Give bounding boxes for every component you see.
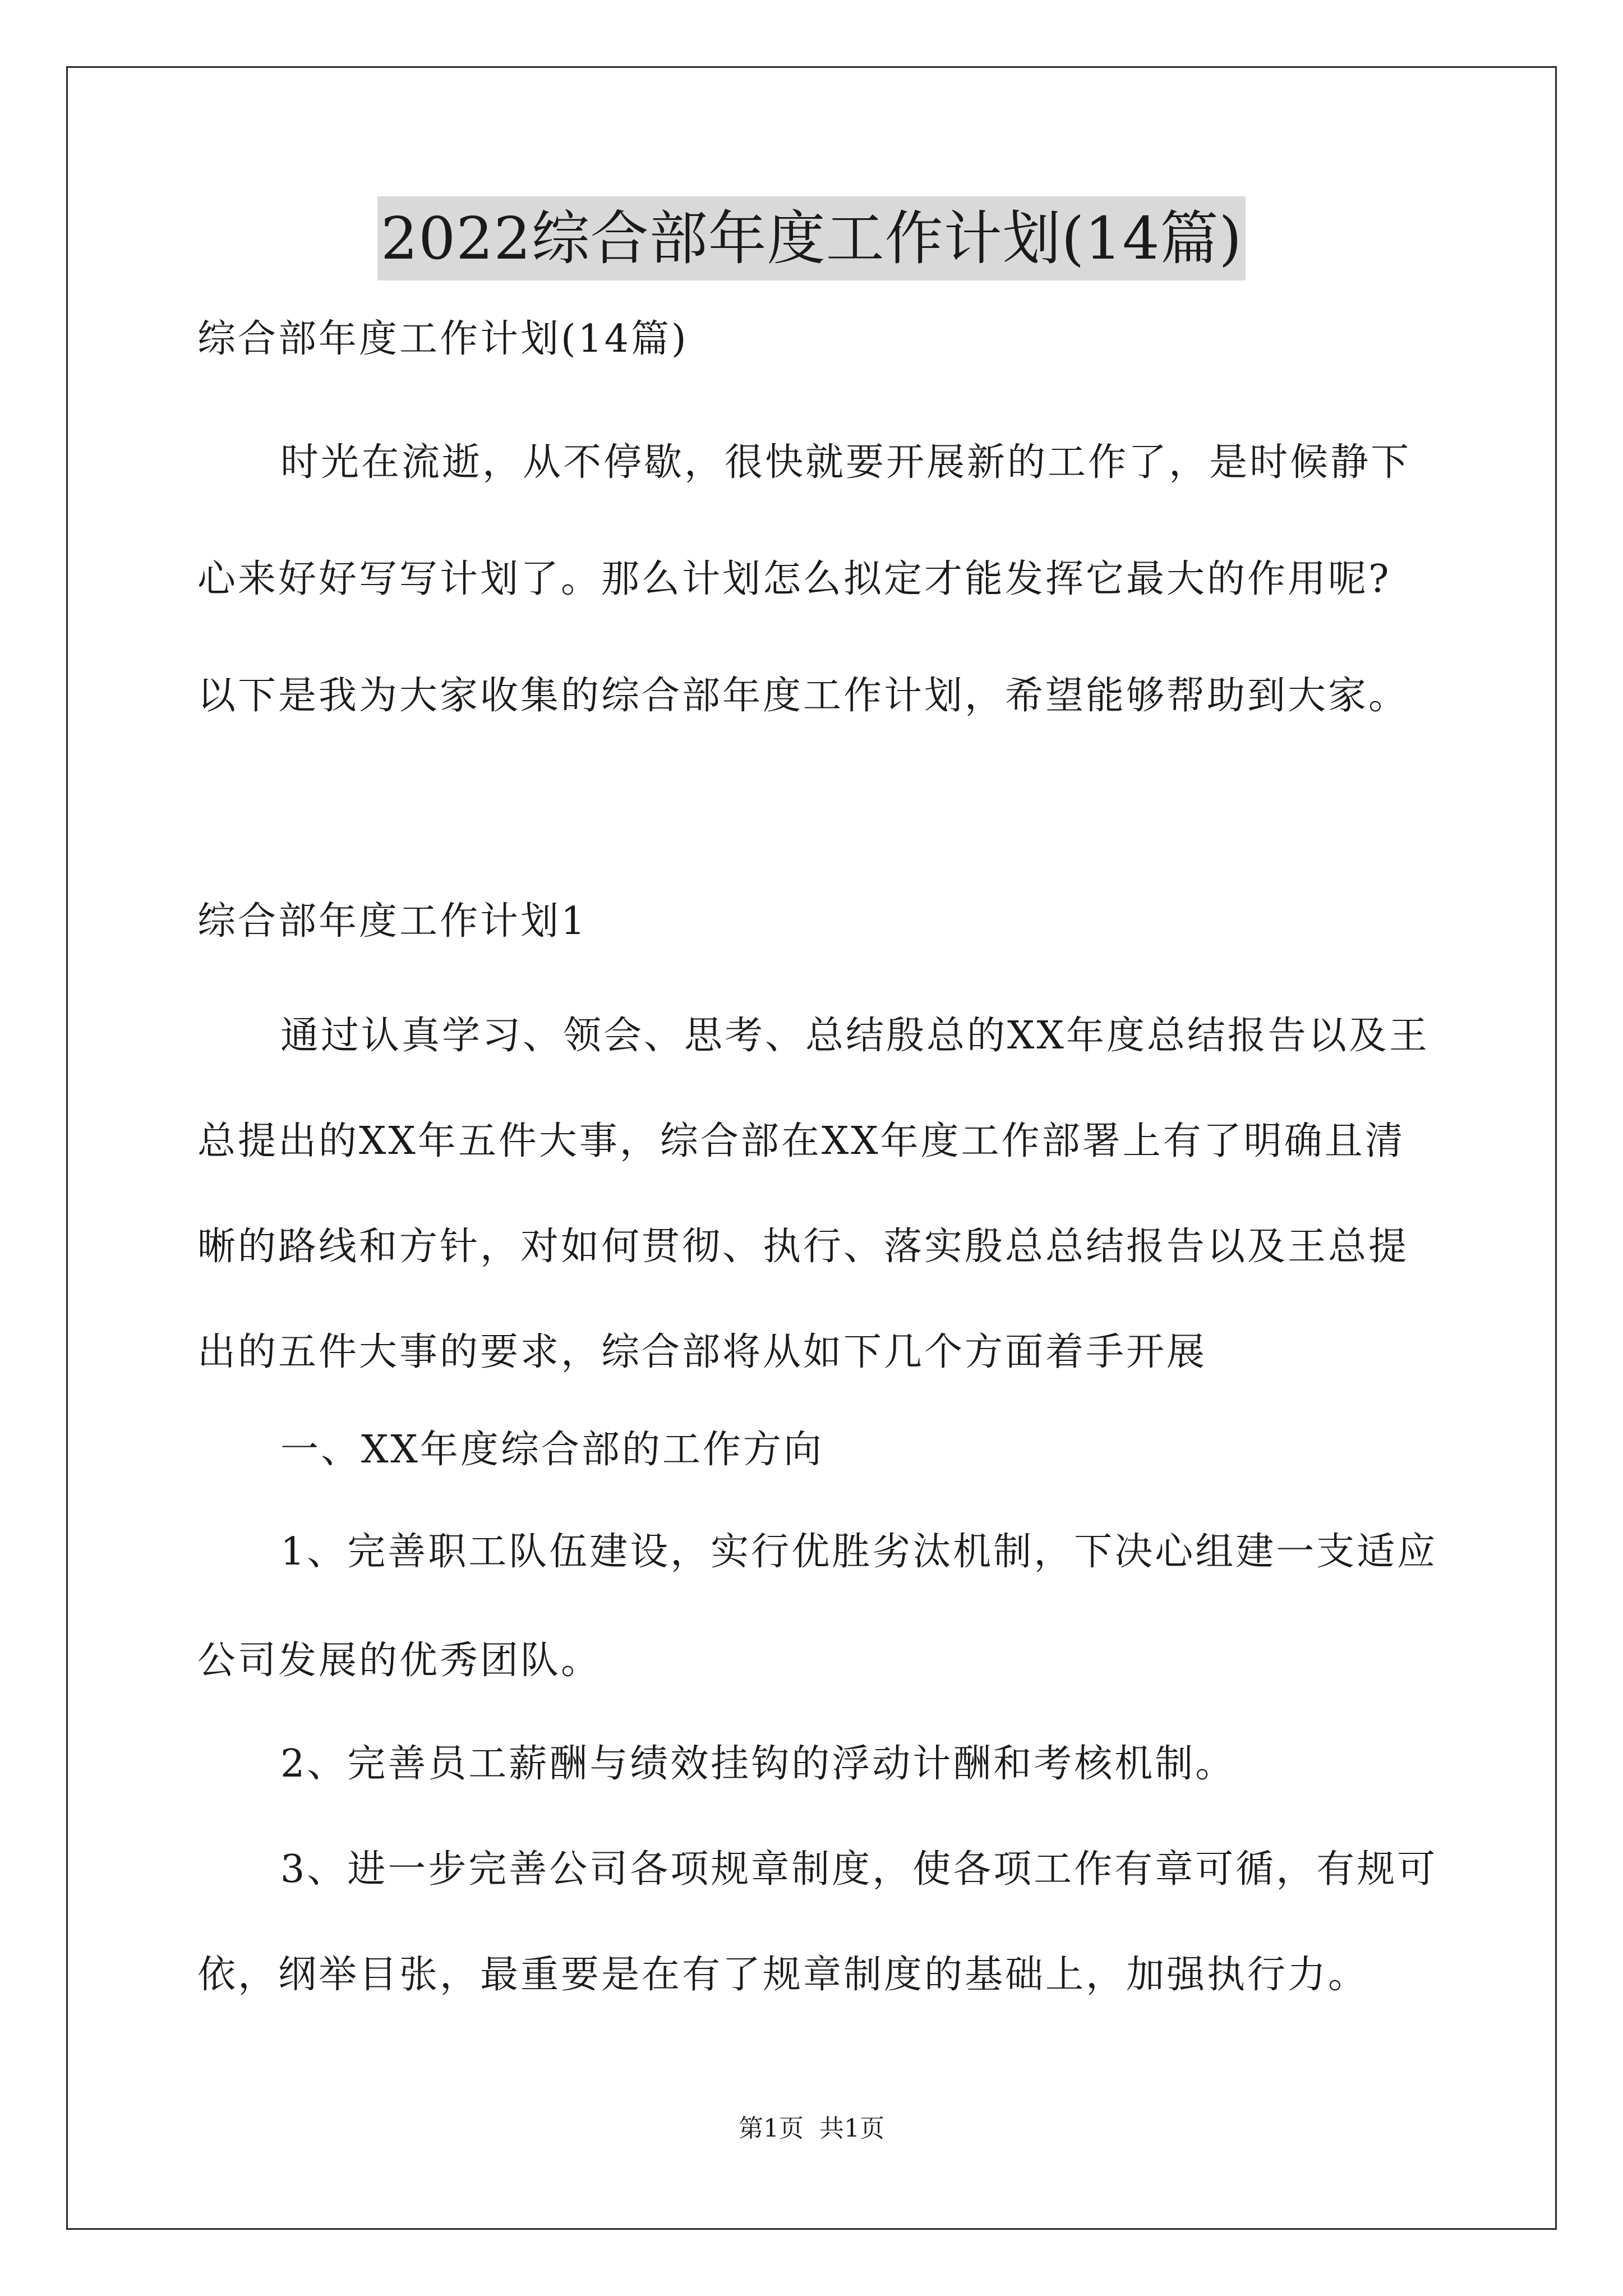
intro-line-2: 心来好好写写计划了。那么计划怎么拟定才能发挥它最大的作用呢? (197, 557, 1391, 601)
body-line-9: 3、进一步完善公司各项规章制度，使各项工作有章可循，有规可 (280, 1847, 1438, 1892)
body-line-10: 依，纲举目张，最重要是在有了规章制度的基础上，加强执行力。 (197, 1953, 1369, 1997)
body-line-3: 晰的路线和方针，对如何贯彻、执行、落实殷总总结报告以及王总提 (197, 1225, 1409, 1269)
body-line-8: 2、完善员工薪酬与绩效挂钩的浮动计酬和考核机制。 (280, 1742, 1236, 1786)
page-footer (0, 2112, 1623, 2146)
body-line-6: 1、完善职工队伍建设，实行优胜劣汰机制，下决心组建一支适应 (280, 1530, 1438, 1574)
page-total: 共1页 (819, 2114, 884, 2143)
body-line-5: 一、XX年度综合部的工作方向 (280, 1428, 824, 1472)
document-subtitle: 综合部年度工作计划(14篇) (197, 317, 689, 361)
body-line-4: 出的五件大事的要求，综合部将从如下几个方面着手开展 (197, 1330, 1207, 1374)
body-line-2: 总提出的XX年五件大事，综合部在XX年度工作部署上有了明确且清 (197, 1119, 1405, 1163)
body-line-1: 通过认真学习、领会、思考、总结殷总的XX年度总结报告以及王 (280, 1014, 1430, 1058)
page-number: 第1页 (739, 2114, 804, 2143)
title-container (0, 196, 1623, 280)
intro-line-1: 时光在流逝，从不停歇，很快就要开展新的工作了，是时候静下 (280, 440, 1412, 485)
body-line-7: 公司发展的优秀团队。 (197, 1639, 602, 1683)
section-heading: 综合部年度工作计划1 (197, 899, 588, 944)
intro-line-3: 以下是我为大家收集的综合部年度工作计划，希望能够帮助到大家。 (197, 674, 1409, 718)
document-title: 2022综合部年度工作计划(14篇) (377, 196, 1246, 280)
